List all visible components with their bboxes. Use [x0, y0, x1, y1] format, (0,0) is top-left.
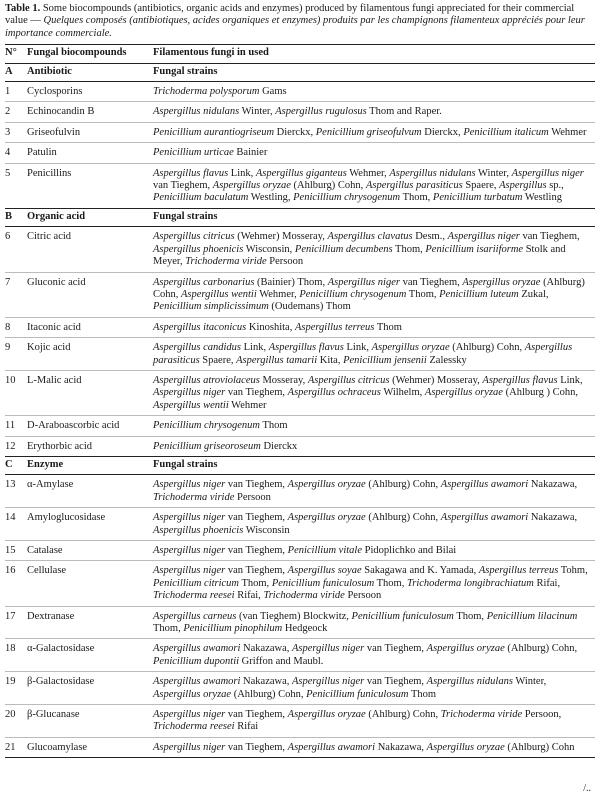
species-name: Aspergillus terreus	[478, 565, 559, 577]
compound-name: Glucoamylase	[27, 741, 88, 753]
compound-name: Cyclosporins	[27, 82, 153, 102]
table-row	[5, 163, 595, 208]
species-name: Penicillium chrysogenum	[299, 288, 407, 300]
row-number: 20	[5, 705, 27, 738]
authority-text: van Tieghem,	[399, 276, 463, 288]
authority-text: Gams	[259, 86, 287, 98]
fungal-strains	[153, 416, 595, 436]
compound-name: β-Galactosidase	[27, 672, 153, 705]
authority-text: Link,	[343, 342, 372, 354]
authority-text: Rifai,	[533, 577, 561, 589]
species-name: Penicillium decumbens	[294, 243, 393, 255]
species-name: Aspergillus niger	[511, 167, 584, 179]
species-name: Trichoderma viride	[440, 709, 523, 721]
species-name: Aspergillus nidulans	[389, 167, 476, 179]
section-title: Antibiotic	[27, 63, 153, 81]
species-name: Penicillium isariiforme	[425, 243, 524, 255]
section-column-label: Fungal strains	[153, 63, 595, 81]
section-title: Organic acid	[27, 208, 153, 226]
authority-text: Thom,	[392, 243, 426, 255]
table-header-row	[5, 45, 595, 63]
species-name: Aspergillus niger	[153, 741, 226, 753]
species-name: Aspergillus oryzae	[212, 180, 291, 192]
fungal-strains	[153, 370, 595, 415]
authority-text: Westling	[522, 192, 562, 204]
row-number: 19	[5, 672, 27, 705]
authority-text: Nakazawa,	[375, 741, 427, 753]
header-num: N°	[5, 45, 27, 63]
authority-text: van Tieghem,	[153, 180, 213, 192]
authority-text: van Tieghem,	[225, 709, 288, 721]
row-number: 1	[5, 82, 27, 102]
authority-text: (Ahlburg) Cohn,	[290, 180, 366, 192]
authority-text: Zukal,	[518, 288, 549, 300]
fungal-strains	[153, 338, 595, 371]
authority-text: Wisconsin,	[243, 243, 295, 255]
authority-text: (Ahlburg) Cohn,	[365, 709, 441, 721]
species-name: Aspergillus awamori	[440, 479, 529, 491]
authority-text: Bainier	[233, 147, 268, 159]
section-row	[5, 208, 595, 226]
species-name: Aspergillus awamori	[153, 643, 241, 655]
species-name: Penicillium italicum	[463, 126, 549, 138]
table-row	[5, 639, 595, 672]
authority-text: (Oudemans) Thom	[268, 301, 351, 313]
authority-text: Wehmer,	[346, 167, 390, 179]
species-name: Aspergillus phoenicis	[153, 243, 244, 255]
authority-text: Griffon and Maubl.	[239, 655, 324, 667]
authority-text: Kinoshita,	[246, 321, 295, 333]
species-name: Aspergillus citricus	[153, 231, 235, 243]
authority-text: van Tieghem,	[225, 545, 288, 556]
table-row	[5, 475, 595, 508]
fungal-strains	[153, 272, 595, 317]
compound-name: Penicillins	[27, 167, 72, 179]
caption-english: Some biocompounds (antibiotics, organic acids and enzymes) produced by filamentous fungi appreciated for their commercial value —	[5, 3, 575, 27]
table-row	[5, 541, 595, 561]
authority-text: van Tieghem,	[225, 565, 288, 577]
caption-french: Quelques composés (antibiotiques, acides organiques et enzymes) produits par les champignons filamenteux appréciés pour leur importance commerciale.	[5, 15, 585, 39]
section-letter: B	[5, 208, 27, 226]
authority-text: Stolk and Meyer,	[153, 243, 566, 268]
authority-text: Mosseray,	[259, 374, 308, 386]
authority-text: Desm.,	[412, 231, 448, 243]
table-row	[5, 436, 595, 456]
authority-text: Thom and Raper.	[366, 106, 442, 118]
authority-text: Persoon	[344, 590, 382, 602]
authority-text: Thom	[374, 321, 402, 333]
fungal-strains	[153, 163, 595, 208]
species-name: Aspergillus carneus	[153, 610, 237, 622]
species-name: Aspergillus soyae	[287, 565, 362, 577]
table-bottom-rule	[5, 757, 595, 758]
species-name: Aspergillus niger	[292, 676, 365, 688]
species-name: Penicillium funiculosum	[306, 688, 409, 700]
authority-text: Hedgeock	[282, 623, 328, 635]
species-name: Aspergillus nidulans	[426, 676, 513, 688]
species-name: Aspergillus tamarii	[236, 354, 318, 366]
species-name: Aspergillus niger	[153, 512, 226, 524]
species-name: Aspergillus awamori	[287, 741, 376, 753]
authority-text: Nakazawa,	[528, 479, 578, 491]
authority-text: Dierckx	[260, 440, 298, 452]
authority-text: Thom,	[239, 577, 272, 589]
authority-text: Thom	[408, 688, 437, 700]
fungal-strains	[153, 737, 595, 757]
authority-text: (Ahlburg) Cohn	[504, 741, 575, 753]
header-compound: Fungal biocompounds	[27, 45, 153, 63]
species-name: Trichoderma viride	[185, 256, 267, 268]
fungal-strains	[153, 606, 595, 639]
species-name: Penicillium aurantiogriseum	[153, 126, 275, 138]
table-body	[5, 63, 595, 757]
authority-text: (Wehmer) Mosseray,	[234, 231, 328, 243]
species-name: Penicillium pinophilum	[183, 623, 283, 635]
authority-text: (Ahlburg) Cohn,	[449, 342, 525, 354]
species-name: Penicillium funiculosum	[351, 610, 454, 622]
species-name: Aspergillus itaconicus	[153, 321, 247, 333]
compound-name: Cellulase	[27, 561, 153, 606]
authority-text: Link,	[240, 342, 269, 354]
authority-text: (Ahlburg) Cohn,	[365, 479, 441, 491]
section-letter: C	[5, 456, 27, 474]
species-name: Aspergillus atroviolaceus	[153, 374, 260, 386]
caption-label: Table 1.	[5, 3, 41, 14]
fungal-strains	[153, 82, 595, 102]
row-number: 8	[5, 317, 27, 337]
table-row	[5, 227, 595, 272]
section-title: Enzyme	[27, 456, 153, 474]
table-row	[5, 416, 595, 436]
compound-name: D-Araboascorbic acid	[27, 416, 153, 436]
row-number: 10	[5, 370, 27, 415]
authority-text: van Tieghem,	[519, 231, 580, 243]
row-number: 14	[5, 508, 27, 541]
fungal-strains	[153, 561, 595, 606]
authority-text: Thom,	[453, 610, 487, 622]
species-name: Aspergillus carbonarius	[153, 276, 255, 288]
species-name: Aspergillus oryzae	[424, 387, 503, 399]
section-row	[5, 456, 595, 474]
species-name: Penicillium lilacinum	[486, 610, 578, 622]
authority-text: (Bainier) Thom,	[254, 276, 328, 288]
authority-text: Wehmer	[548, 126, 587, 138]
species-name: Penicillium chrysogenum	[153, 420, 261, 432]
compound-name: Griseofulvin	[27, 122, 153, 142]
species-name: Aspergillus parasiticus	[153, 342, 573, 366]
fungal-strains	[153, 122, 595, 142]
fungal-strains	[153, 541, 595, 561]
table-row	[5, 508, 595, 541]
authority-text: Thom,	[374, 577, 407, 589]
species-name: Penicillium griseofulvum	[315, 126, 422, 138]
authority-text: Winter,	[239, 106, 276, 118]
authority-text: Thom,	[406, 288, 440, 300]
fungal-strains	[153, 227, 595, 272]
row-number: 16	[5, 561, 27, 606]
authority-text: Rifai,	[234, 590, 264, 602]
authority-text: Nakazawa,	[240, 676, 293, 688]
species-name: Aspergillus flavus	[153, 167, 229, 179]
table-row	[5, 102, 595, 122]
compound-name: Citric acid	[27, 227, 153, 272]
species-name: Aspergillus awamori	[440, 512, 529, 524]
compound-name: β-Glucanase	[27, 705, 153, 738]
species-name: Aspergillus oryzae	[426, 643, 505, 655]
authority-text: Thom,	[400, 192, 433, 204]
authority-text: Dierckx,	[274, 126, 316, 138]
authority-text: Wehmer,	[256, 288, 300, 300]
species-name: Penicillium baculatum	[153, 192, 249, 204]
authority-text: Link,	[228, 167, 256, 179]
authority-text: van Tieghem,	[225, 741, 288, 753]
species-name: Aspergillus niger	[153, 565, 226, 577]
species-name: Aspergillus phoenicis	[153, 524, 244, 536]
compound-name: Echinocandin B	[27, 102, 153, 122]
table-row	[5, 122, 595, 142]
species-name: Aspergillus parasiticus	[365, 180, 463, 192]
authority-text: Winter,	[475, 167, 512, 179]
row-number: 15	[5, 541, 27, 561]
fungal-strains	[153, 705, 595, 738]
species-name: Aspergillus oryzae	[426, 741, 505, 753]
species-name: Aspergillus nidulans	[153, 106, 240, 118]
compound-name: Patulin	[27, 143, 153, 163]
fungal-strains	[153, 672, 595, 705]
authority-text: Westling,	[248, 192, 294, 204]
table-row	[5, 561, 595, 606]
species-name: Aspergillus oryzae	[287, 479, 366, 491]
authority-text: (Ahlburg ) Cohn,	[502, 387, 579, 399]
species-name: Trichoderma reesei	[153, 590, 235, 602]
authority-text: Dierckx,	[421, 126, 464, 138]
species-name: Penicillium urticae	[153, 147, 234, 159]
fungal-strains	[153, 102, 595, 122]
species-name: Aspergillus oryzae	[153, 688, 232, 700]
table-row	[5, 272, 595, 317]
species-name: Aspergillus niger	[447, 231, 520, 243]
compound-name: α-Amylase	[27, 475, 153, 508]
species-name: Aspergillus niger	[327, 276, 400, 288]
table-row	[5, 606, 595, 639]
compound-name: α-Galactosidase	[27, 639, 153, 672]
row-number: 12	[5, 440, 16, 452]
authority-text: van Tieghem,	[364, 676, 427, 688]
fungal-strains	[153, 508, 595, 541]
species-name: Trichoderma polysporum	[153, 86, 260, 98]
species-name: Penicillium turbatum	[432, 192, 523, 204]
compound-name: Itaconic acid	[27, 317, 153, 337]
species-name: Aspergillus wentii	[153, 399, 229, 411]
row-number: 13	[5, 475, 27, 508]
species-name: Aspergillus clavatus	[327, 231, 413, 243]
table-row	[5, 143, 595, 163]
table-row	[5, 370, 595, 415]
compound-name: Erythorbic acid	[27, 440, 93, 452]
species-name: Aspergillus candidus	[153, 342, 241, 354]
authority-text: (Ahlburg) Cohn,	[231, 688, 307, 700]
authority-text: sp.,	[546, 180, 564, 192]
header-fungi: Filamentous fungi in used	[153, 45, 595, 63]
species-name: Penicillium funiculosum	[271, 577, 375, 589]
compound-name: Gluconic acid	[27, 272, 153, 317]
authority-text: (Wehmer) Mosseray,	[389, 374, 483, 386]
species-name: Aspergillus oryzae	[371, 342, 450, 354]
species-name: Aspergillus citricus	[307, 374, 390, 386]
authority-text: van Tieghem,	[225, 479, 288, 491]
species-name: Penicillium simplicissimum	[153, 301, 269, 313]
species-name: Aspergillus niger	[153, 709, 226, 721]
authority-text: Nakazawa,	[240, 643, 293, 655]
species-name: Aspergillus	[499, 180, 547, 192]
species-name: Aspergillus flavus	[482, 374, 558, 386]
species-name: Aspergillus rugulosus	[275, 106, 367, 118]
fungal-strains	[153, 143, 595, 163]
species-name: Aspergillus giganteus	[255, 167, 347, 179]
authority-text: Thom,	[153, 623, 184, 635]
species-name: Penicillium dupontii	[153, 655, 240, 667]
species-name: Aspergillus oryzae	[287, 709, 366, 721]
section-column-label: Fungal strains	[153, 456, 595, 474]
authority-text: (van Tieghem) Blockwitz,	[236, 610, 352, 622]
species-name: Penicillium vitale	[287, 545, 363, 556]
species-name: Aspergillus niger	[153, 545, 226, 556]
authority-text: Wisconsin	[243, 524, 290, 536]
authority-text: Spaere,	[462, 180, 500, 192]
authority-text: van Tieghem,	[364, 643, 427, 655]
authority-text: (Ahlburg) Cohn,	[153, 276, 585, 300]
table-caption	[5, 3, 595, 40]
compound-name: Dextranase	[27, 606, 153, 639]
species-name: Trichoderma viride	[153, 491, 235, 503]
species-name: Trichoderma reesei	[153, 721, 235, 733]
biocompounds-table	[5, 44, 595, 757]
authority-text: Tohm,	[558, 565, 588, 577]
compound-name: Catalase	[27, 541, 153, 561]
table-row	[5, 317, 595, 337]
fungal-strains	[153, 436, 595, 456]
species-name: Aspergillus flavus	[268, 342, 344, 354]
species-name: Aspergillus ochraceus	[287, 387, 381, 399]
section-row	[5, 63, 595, 81]
authority-text: Thom	[260, 420, 288, 432]
row-number: 11	[5, 416, 27, 436]
authority-text: Link,	[557, 374, 583, 386]
species-name: Trichoderma viride	[263, 590, 345, 602]
species-name: Aspergillus awamori	[153, 676, 241, 688]
species-name: Aspergillus terreus	[294, 321, 375, 333]
fungal-strains	[153, 475, 595, 508]
row-number: 2	[5, 102, 27, 122]
authority-text: Wehmer	[228, 399, 267, 411]
authority-text: Pidoplichko and Bilai	[362, 545, 457, 556]
table-row	[5, 705, 595, 738]
compound-name: L-Malic acid	[27, 370, 153, 415]
authority-text: van Tieghem,	[225, 512, 288, 524]
row-number: 9	[5, 338, 27, 371]
species-name: Penicillium luteum	[439, 288, 519, 300]
species-name: Penicillium griseoroseum	[153, 440, 261, 452]
table-row	[5, 338, 595, 371]
authority-text: Zalessky	[426, 354, 467, 366]
document-page	[5, 0, 595, 794]
species-name: Aspergillus wentii	[181, 288, 257, 300]
continuation-mark: /..	[583, 783, 591, 794]
section-column-label: Fungal strains	[153, 208, 595, 226]
authority-text: Winter,	[512, 676, 547, 688]
compound-name: Amyloglucosidase	[27, 508, 153, 541]
section-letter: A	[5, 63, 27, 81]
species-name: Penicillium jensenii	[343, 354, 427, 366]
species-name: Penicillium chrysogenum	[293, 192, 401, 204]
authority-text: Rifai	[234, 721, 259, 733]
fungal-strains	[153, 639, 595, 672]
row-number: 7	[5, 272, 27, 317]
fungal-strains	[153, 317, 595, 337]
species-name: Aspergillus oryzae	[287, 512, 366, 524]
row-number: 18	[5, 639, 27, 672]
authority-text: Spaere,	[199, 354, 237, 366]
row-number: 17	[5, 606, 27, 639]
species-name: Trichoderma longibrachiatum	[406, 577, 534, 589]
authority-text: (Ahlburg) Cohn,	[504, 643, 578, 655]
compound-name: Kojic acid	[27, 338, 153, 371]
authority-text: Persoon	[234, 491, 271, 503]
row-number: 21	[5, 741, 16, 753]
row-number: 4	[5, 143, 27, 163]
authority-text: Kita,	[317, 354, 344, 366]
table-row	[5, 672, 595, 705]
table-row	[5, 737, 595, 757]
table-row	[5, 82, 595, 102]
species-name: Aspergillus niger	[153, 479, 226, 491]
authority-text: Persoon	[266, 256, 304, 268]
row-number: 5	[5, 167, 11, 179]
species-name: Aspergillus niger	[153, 387, 226, 399]
authority-text: Nakazawa,	[528, 512, 578, 524]
row-number: 6	[5, 227, 27, 272]
row-number: 3	[5, 122, 27, 142]
authority-text: Persoon,	[522, 709, 562, 721]
authority-text: (Ahlburg) Cohn,	[365, 512, 441, 524]
authority-text: Wilhelm,	[380, 387, 425, 399]
authority-text: van Tieghem,	[225, 387, 288, 399]
species-name: Aspergillus niger	[292, 643, 365, 655]
species-name: Penicillium citricum	[153, 577, 240, 589]
authority-text: Sakagawa and K. Yamada,	[361, 565, 479, 577]
species-name: Aspergillus oryzae	[462, 276, 541, 288]
